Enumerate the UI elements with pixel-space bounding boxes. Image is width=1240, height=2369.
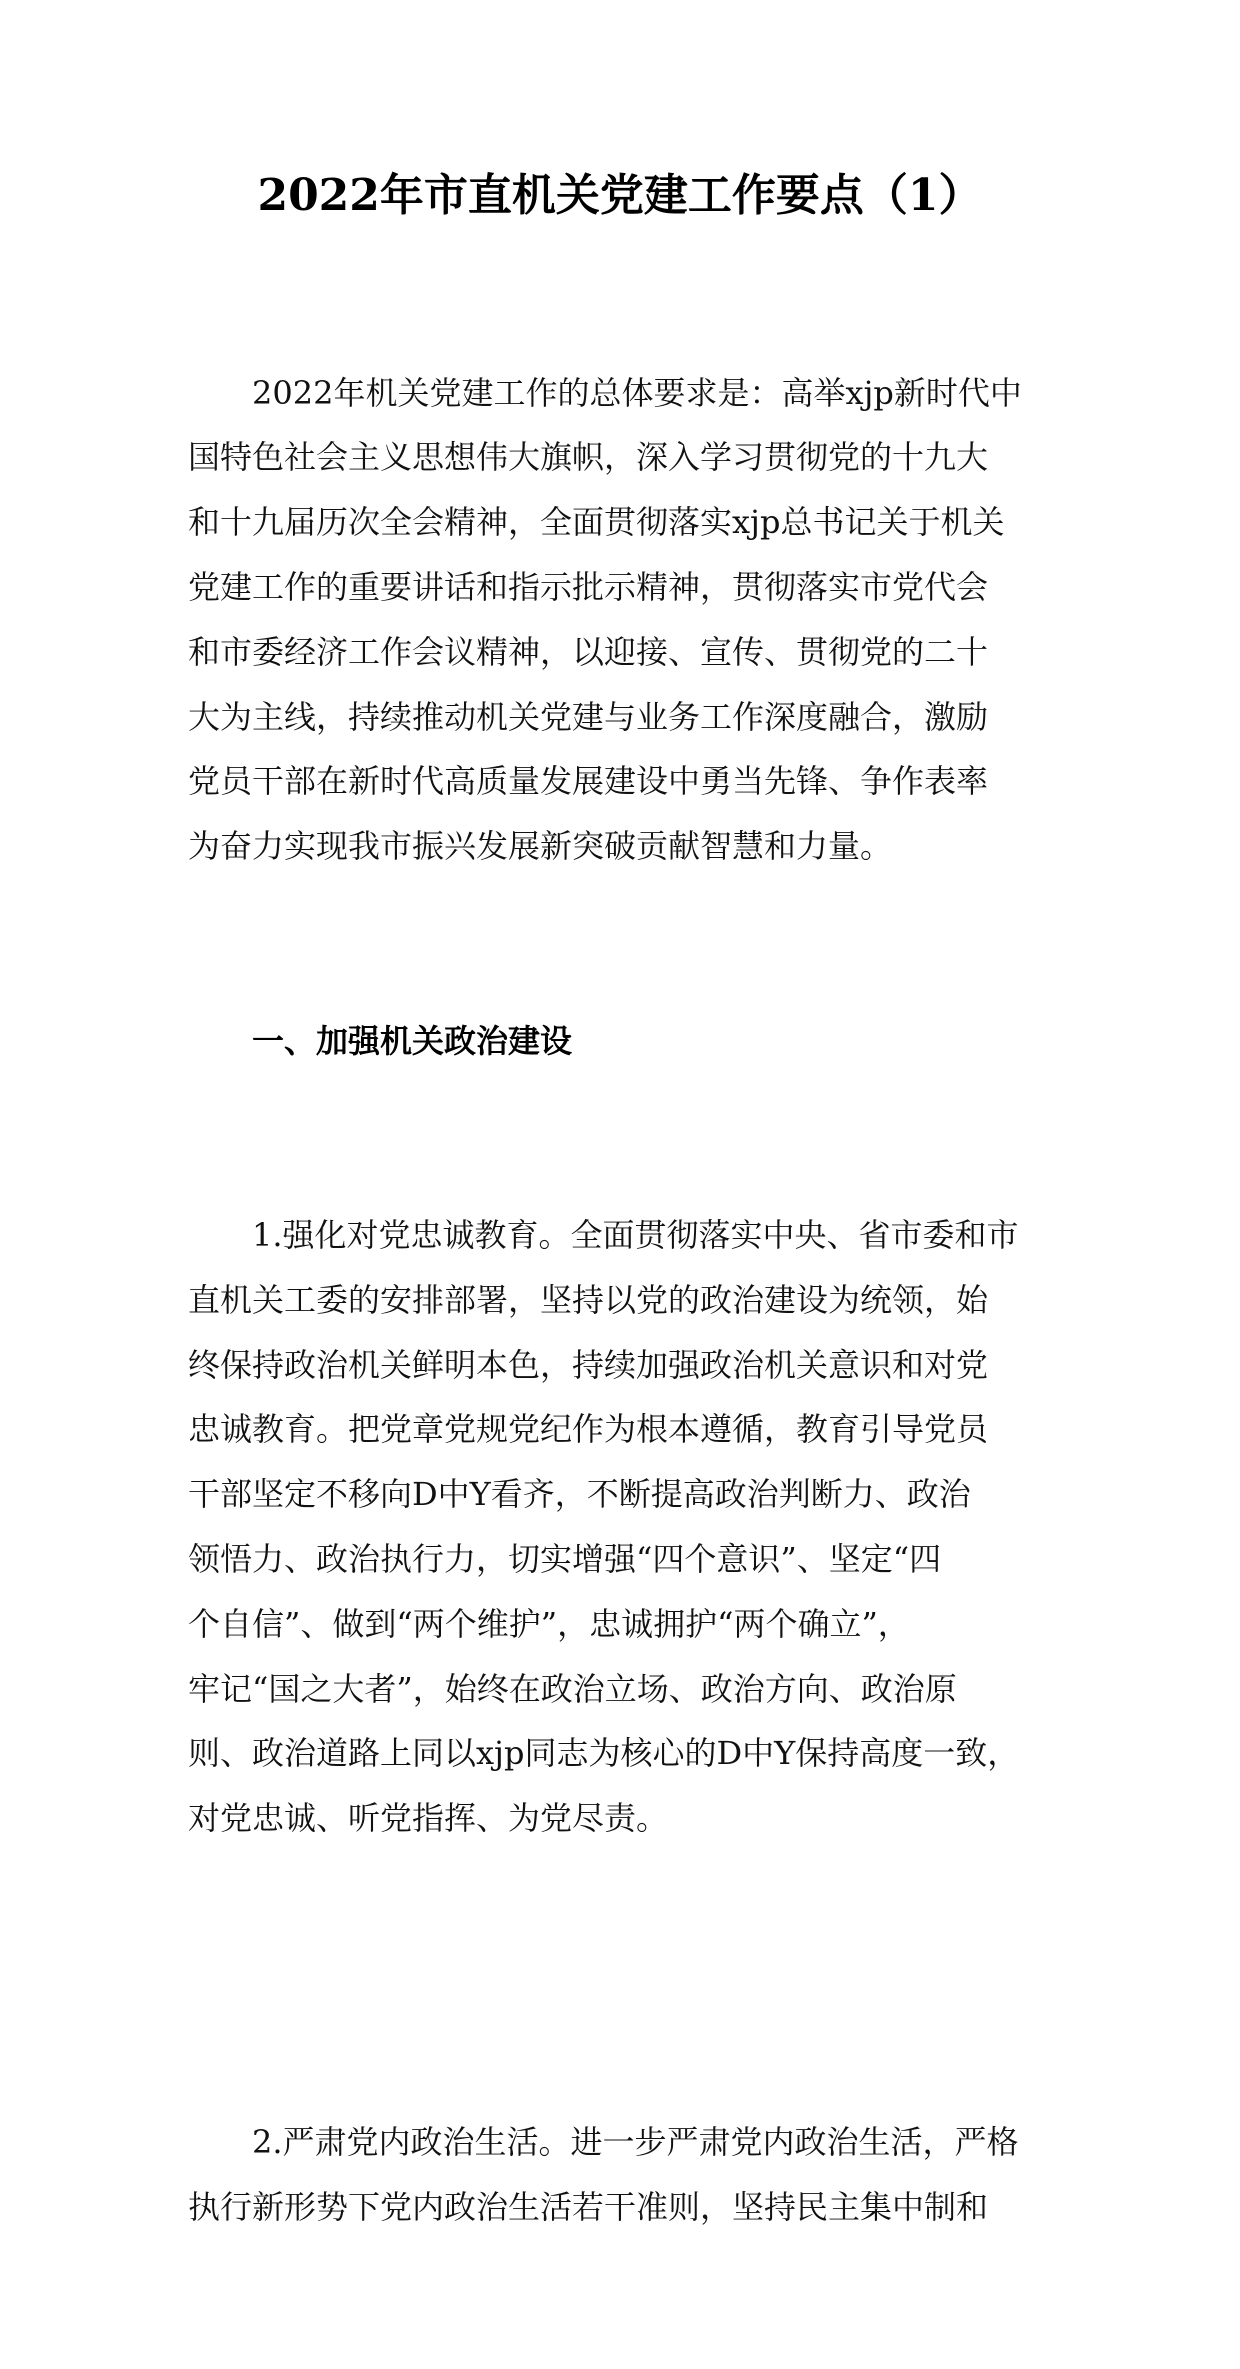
intro-line-7: 党员干部在新时代高质量发展建设中勇当先锋、争作表率 <box>188 762 989 801</box>
item-1-line-10: 对党忠诚、听党指挥、为党尽责。 <box>188 1799 669 1838</box>
document-title: 2022年市直机关党建工作要点（1） <box>257 170 983 221</box>
intro-line-3: 和十九届历次全会精神，全面贯彻落实xjp总书记关于机关 <box>188 503 1005 542</box>
item-1-line-7: 个自信”、做到“两个维护”，忠诚拥护“两个确立”， <box>188 1604 910 1643</box>
item-1-line-9: 则、政治道路上同以xjp同志为核心的D中Y保持高度一致， <box>188 1734 1020 1773</box>
intro-line-5: 和市委经济工作会议精神，以迎接、宣传、贯彻党的二十 <box>188 632 989 671</box>
intro-line-2: 国特色社会主义思想伟大旗帜，深入学习贯彻党的十九大 <box>188 438 989 477</box>
intro-line-4: 党建工作的重要讲话和指示批示精神，贯彻落实市党代会 <box>188 567 989 606</box>
item-1-line-1: 1.强化对党忠诚教育。全面贯彻落实中央、省市委和市 <box>252 1215 1019 1254</box>
intro-line-8: 为奋力实现我市振兴发展新突破贡献智慧和力量。 <box>188 827 893 866</box>
item-1-line-5: 干部坚定不移向D中Y看齐，不断提高政治判断力、政治 <box>188 1475 971 1514</box>
item-1-line-4: 忠诚教育。把党章党规党纪作为根本遵循，教育引导党员 <box>188 1410 989 1449</box>
document-body <box>188 231 1058 2369</box>
item-1-line-3: 终保持政治机关鲜明本色，持续加强政治机关意识和对党 <box>188 1345 989 1384</box>
intro-line-1: 2022年机关党建工作的总体要求是：高举xjp新时代中 <box>252 373 1022 412</box>
item-2-line-2: 执行新形势下党内政治生活若干准则，坚持民主集中制和 <box>188 2187 989 2226</box>
item-2-line-1: 2.严肃党内政治生活。进一步严肃党内政治生活，严格 <box>252 2123 1019 2162</box>
intro-paragraph <box>188 231 1058 1009</box>
item-2-paragraph <box>188 1981 1058 2369</box>
item-1-paragraph <box>188 1073 1058 1980</box>
item-1-line-6: 领悟力、政治执行力，切实增强“四个意识”、坚定“四 <box>188 1539 942 1578</box>
item-1-line-8: 牢记“国之大者”，始终在政治立场、政治方向、政治原 <box>188 1669 957 1708</box>
intro-line-6: 大为主线，持续推动机关党建与业务工作深度融合，激励 <box>188 697 989 736</box>
section-heading: 一、加强机关政治建设 <box>252 1021 573 1060</box>
item-1-line-2: 直机关工委的安排部署，坚持以党的政治建设为统领，始 <box>188 1280 989 1319</box>
